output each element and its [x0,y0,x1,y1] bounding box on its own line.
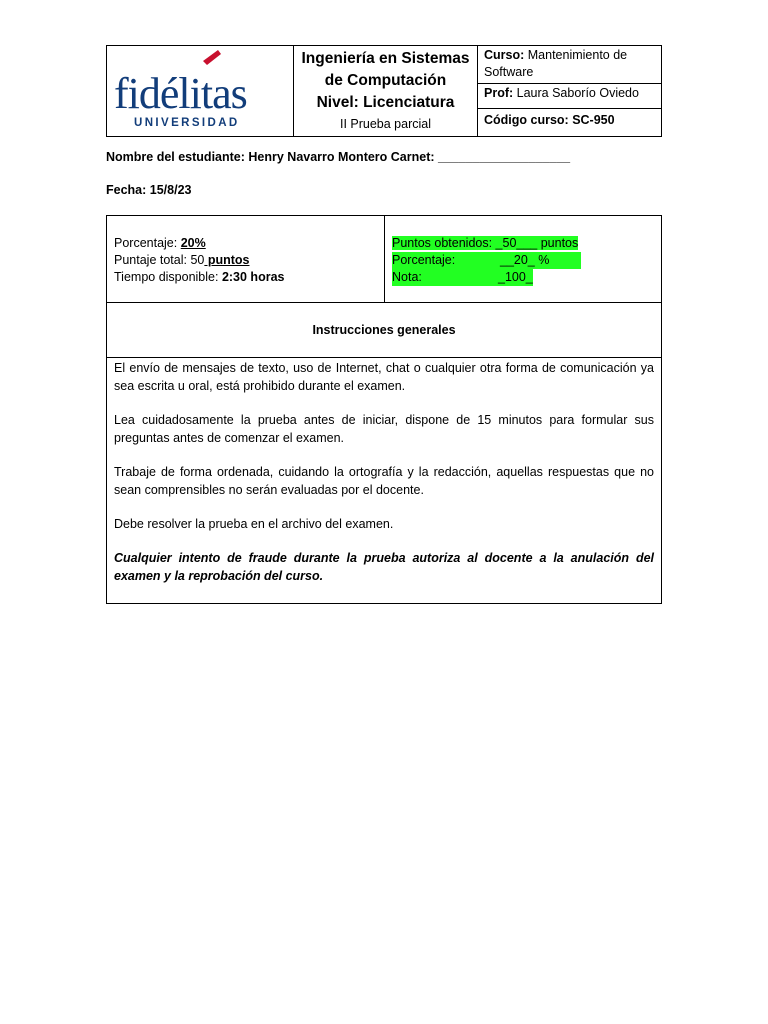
program-title-line1: Ingeniería en Sistemas [301,50,470,67]
date-line: Fecha: 15/8/23 [106,183,192,197]
level-title: Nivel: Licenciatura [316,94,455,111]
score-table [106,215,662,604]
student-name-line: Nombre del estudiante: Henry Navarro Montero Carnet: ___________________ [106,150,571,164]
instruction-paragraph-1: El envío de mensajes de texto, uso de Internet, chat o cualquier otra forma de comunicación ya sea escrita u oral, está prohibido durante el examen. [114,361,654,393]
results-cell [385,216,662,303]
exam-subtitle: II Prueba parcial [339,117,432,131]
prof-label: Prof: [484,85,514,100]
course-cell [478,46,662,84]
instruction-paragraph-4: Debe resolver la prueba en el archivo del examen. [114,517,394,531]
course-label: Curso: [484,48,525,62]
course-value: Mantenimiento de Software [484,48,628,79]
logo-cell [107,46,294,137]
total-points-label: Puntaje total: 50 [114,253,205,267]
fraud-warning: Cualquier intento de fraude durante la prueba autoriza al docente a la anulación del examen y la reprobación del curso. [114,551,654,583]
instruction-paragraph-2: Lea cuidadosamente la prueba antes de iniciar, dispone de 15 minutos para formular sus preguntas antes de comenzar el examen. [114,413,654,445]
university-logo [107,46,291,131]
program-title-line2: de Computación [324,72,447,89]
points-obtained: Puntos obtenidos: _50___ puntos [392,236,579,250]
time-label: Tiempo disponible: [114,270,222,284]
result-percentage-value: __20_ % [500,253,550,267]
percentage-value: 20% [180,236,206,250]
total-points-row [114,252,377,269]
instruction-paragraph-3: Trabaje de forma ordenada, cuidando la ortografía y la redacción, aquellas respuestas que no sean comprensibles no serán evaluadas por el docente. [114,465,654,497]
instructions-body [107,358,662,604]
course-code-cell [478,109,662,137]
result-percentage-label: Porcentaje: [392,253,456,267]
percentage-label: Porcentaje: [114,236,181,250]
program-title [294,48,477,114]
header-table [106,45,662,137]
prof-value: Laura Saborío Oviedo [516,85,639,100]
grade-label: Nota: [392,270,422,284]
exam-info-cell [107,216,385,303]
time-value: 2:30 horas [221,270,285,284]
course-code: Código curso: SC-950 [484,113,615,128]
logo-wordmark: fidélitas [114,69,247,118]
grade-value: _100_ [498,270,533,284]
instructions-title: Instrucciones generales [107,303,662,358]
logo-accent-mark [203,50,221,65]
result-percentage-row [392,252,581,269]
prof-cell [478,83,662,109]
logo-subtitle: UNIVERSIDAD [134,117,240,129]
grade-row [392,269,533,286]
title-cell [294,46,478,137]
percentage-row [114,235,377,252]
time-row [114,269,377,286]
total-points-unit: puntos [204,253,250,267]
